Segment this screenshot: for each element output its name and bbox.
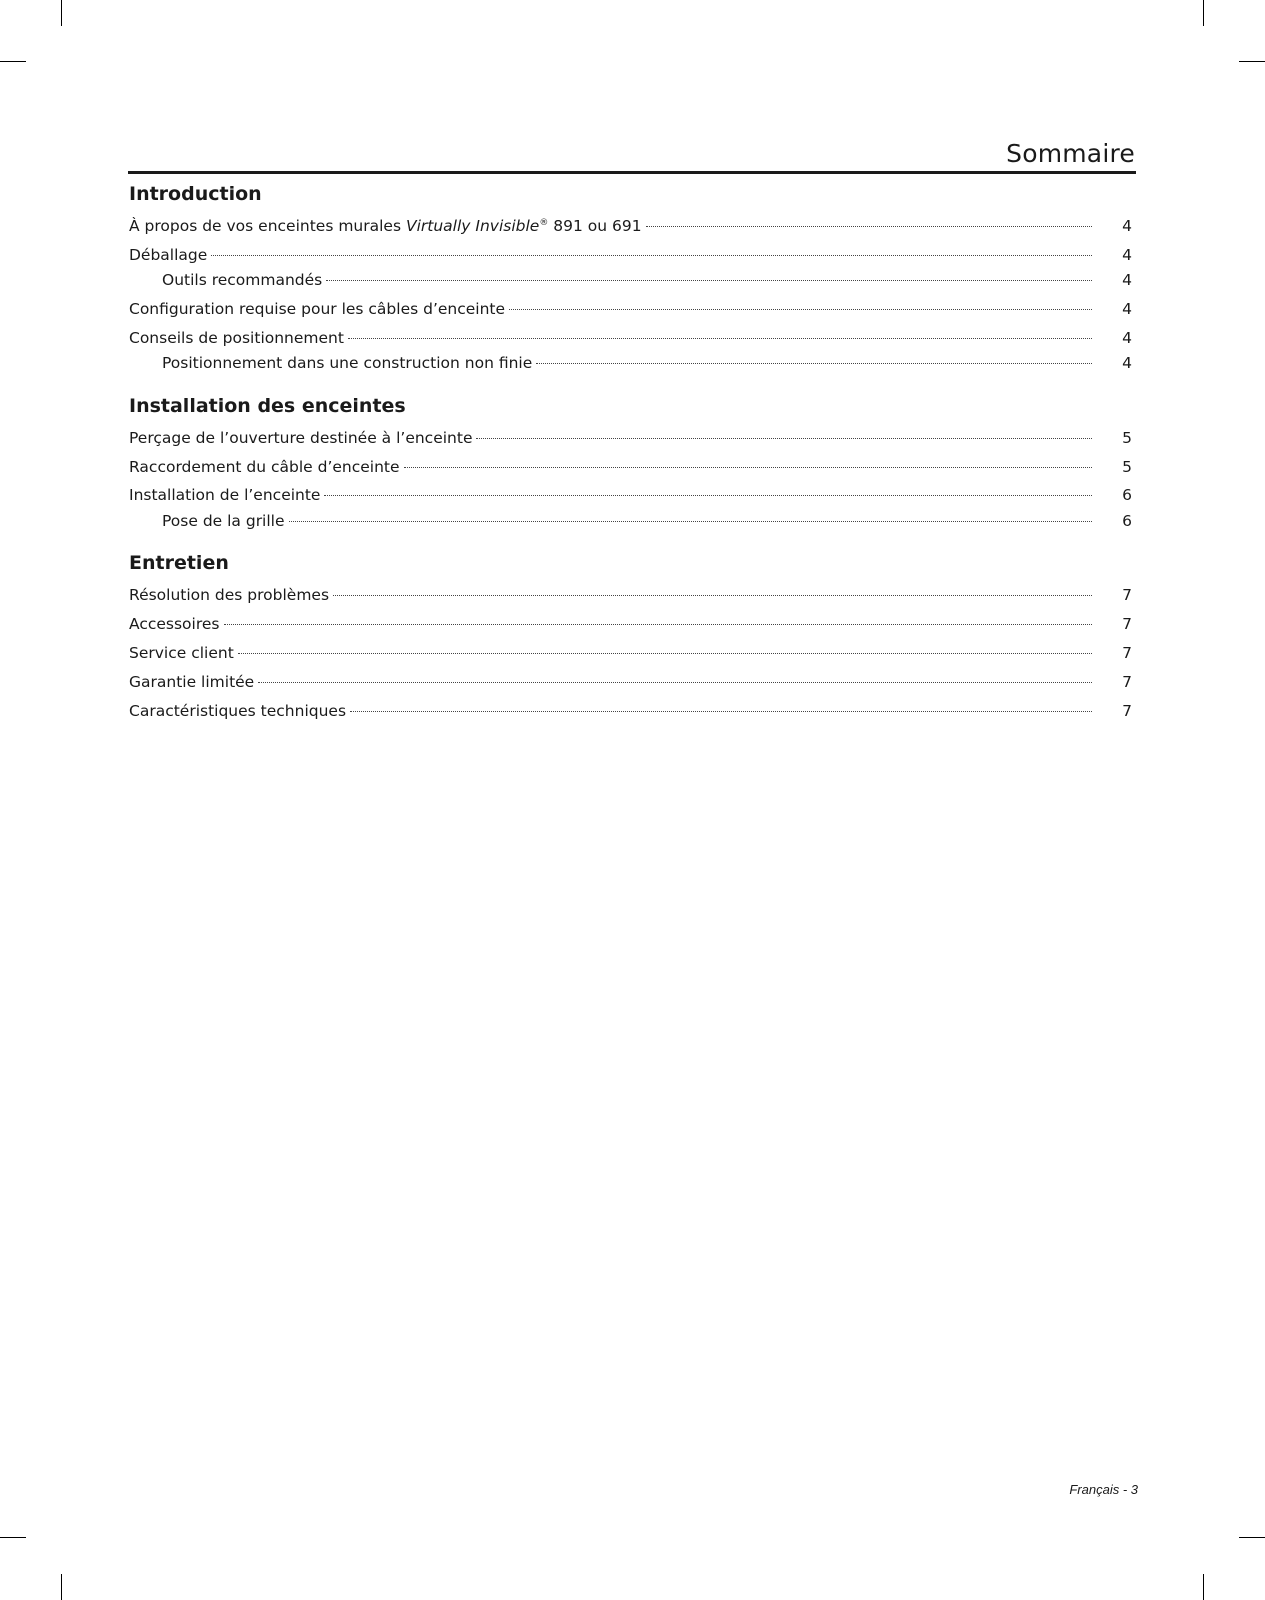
- dot-leader: [324, 495, 1092, 496]
- toc-entry-service-client[interactable]: [129, 642, 1132, 664]
- dot-leader: [404, 467, 1092, 468]
- toc-entry-label: Caractéristiques techniques: [129, 702, 347, 720]
- toc-entry-label: Service client: [129, 644, 234, 662]
- toc-entry-label: Installation de l’enceinte: [129, 486, 321, 504]
- crop-mark: [0, 1537, 26, 1538]
- toc-page-number: 4: [1122, 300, 1132, 318]
- toc-entry-label: Outils recommandés: [162, 271, 323, 289]
- toc-entry-label: Déballage: [129, 246, 208, 264]
- toc-entry-label: À propos de vos enceintes murales Virtually Invisible® 891 ou 691: [129, 217, 642, 235]
- toc-entry-label: Accessoires: [129, 615, 220, 633]
- toc-entry-conseils-positionnement[interactable]: [129, 327, 1132, 349]
- crop-mark: [61, 1574, 62, 1600]
- toc-entry-resolution-problemes[interactable]: [129, 584, 1132, 606]
- dot-leader: [348, 338, 1092, 339]
- toc-entry-percage-ouverture[interactable]: [129, 427, 1132, 449]
- toc-page-number: 6: [1122, 486, 1132, 504]
- toc-page-number: 4: [1122, 217, 1132, 235]
- toc-entry-label: Positionnement dans une construction non finie: [162, 354, 533, 372]
- toc-entry-label: Raccordement du câble d’enceinte: [129, 458, 400, 476]
- section-heading-entretien: Entretien: [129, 552, 229, 574]
- toc-entry-label: Configuration requise pour les câbles d’enceinte: [129, 300, 506, 318]
- section-heading-installation: Installation des enceintes: [129, 395, 406, 417]
- toc-page-number: 4: [1122, 354, 1132, 372]
- toc-entry-deballage[interactable]: [129, 244, 1132, 266]
- toc-page-number: 7: [1122, 702, 1132, 720]
- toc-entry-pose-grille[interactable]: [162, 510, 1132, 532]
- toc-page-number: 5: [1122, 458, 1132, 476]
- toc-entry-outils-recommandes[interactable]: [162, 269, 1132, 291]
- toc-entry-label: Garantie limitée: [129, 673, 255, 691]
- toc-entry-label: Perçage de l’ouverture destinée à l’enceinte: [129, 429, 473, 447]
- dot-leader: [476, 438, 1092, 439]
- toc-page-number: 6: [1122, 512, 1132, 530]
- dot-leader: [211, 255, 1092, 256]
- dot-leader: [509, 309, 1092, 310]
- dot-leader: [333, 595, 1092, 596]
- toc-page-number: 4: [1122, 246, 1132, 264]
- toc-page-number: 7: [1122, 586, 1132, 604]
- toc-page-number: 7: [1122, 644, 1132, 662]
- toc-entry-garantie-limitee[interactable]: [129, 671, 1132, 693]
- crop-mark: [0, 61, 26, 62]
- toc-entry-label: Pose de la grille: [162, 512, 285, 530]
- toc-page-number: 4: [1122, 329, 1132, 347]
- dot-leader: [238, 653, 1092, 654]
- dot-leader: [224, 624, 1093, 625]
- crop-mark: [1239, 61, 1265, 62]
- section-heading-introduction: Introduction: [129, 183, 262, 205]
- crop-mark: [1203, 0, 1204, 26]
- crop-mark: [61, 0, 62, 26]
- dot-leader: [350, 711, 1092, 712]
- toc-page-number: 5: [1122, 429, 1132, 447]
- title-rule: [128, 171, 1136, 174]
- toc-entry-configuration-cables[interactable]: [129, 298, 1132, 320]
- dot-leader: [326, 280, 1092, 281]
- page-title: Sommaire: [1006, 139, 1135, 168]
- toc-entry-raccordement-cable[interactable]: [129, 456, 1132, 478]
- crop-mark: [1203, 1574, 1204, 1600]
- toc-entry-accessoires[interactable]: [129, 613, 1132, 635]
- toc-entry-label: Résolution des problèmes: [129, 586, 330, 604]
- toc-entry-construction-non-finie[interactable]: [162, 352, 1132, 374]
- footer-page-number: Français - 3: [1069, 1482, 1138, 1497]
- toc-entry-a-propos[interactable]: [129, 215, 1132, 237]
- toc-entry-label: Conseils de positionnement: [129, 329, 344, 347]
- toc-page-number: 7: [1122, 615, 1132, 633]
- dot-leader: [289, 521, 1092, 522]
- dot-leader: [536, 363, 1092, 364]
- crop-mark: [1239, 1537, 1265, 1538]
- dot-leader: [646, 226, 1092, 227]
- toc-entry-caracteristiques-techniques[interactable]: [129, 700, 1132, 722]
- dot-leader: [258, 682, 1092, 683]
- toc-page-number: 4: [1122, 271, 1132, 289]
- toc-entry-installation-enceinte[interactable]: [129, 484, 1132, 506]
- toc-page-number: 7: [1122, 673, 1132, 691]
